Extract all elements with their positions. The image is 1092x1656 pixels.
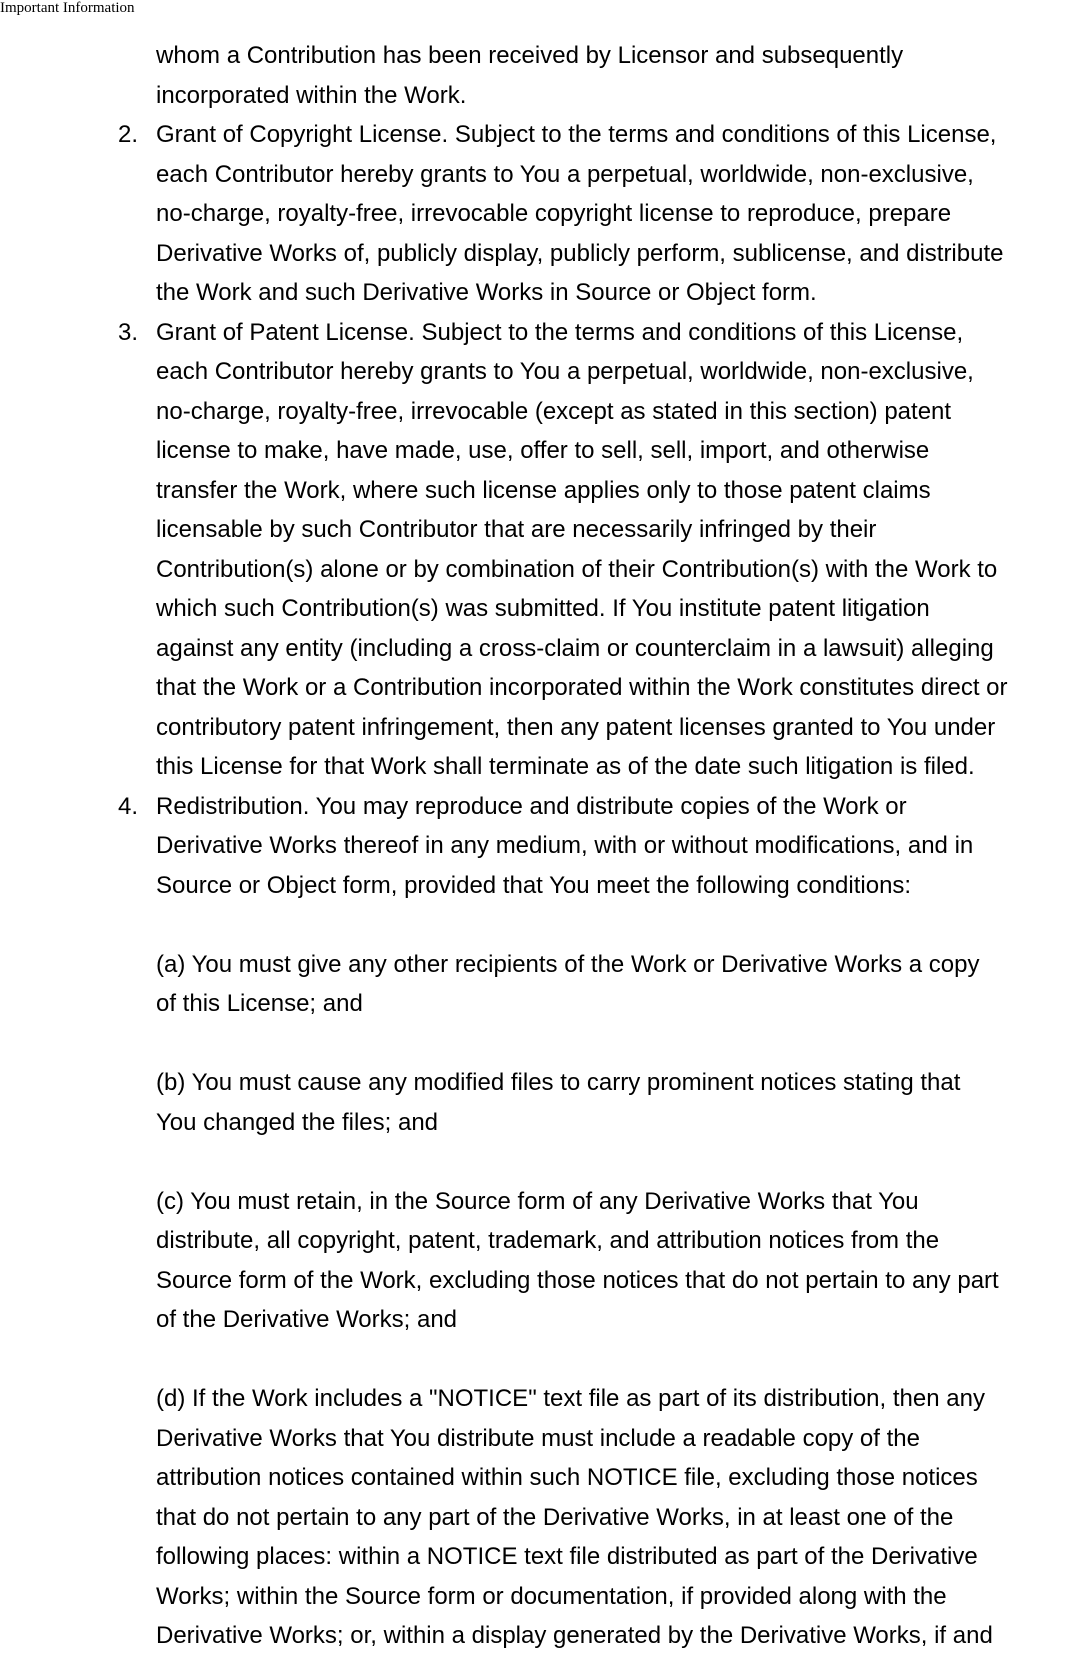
list-item-number: 4.: [118, 792, 139, 820]
list-item-patent-license: [118, 313, 1092, 787]
paragraph-spacer: [156, 1142, 1092, 1182]
text-line: incorporated within the Work.: [156, 81, 467, 109]
text-line: against any entity (including a cross-claim or counterclaim in a lawsuit) alleging: [156, 634, 994, 662]
text-line: Contribution(s) alone or by combination of their Contribution(s) with the Work to: [156, 555, 998, 583]
text-line: Redistribution. You may reproduce and distribute copies of the Work or: [156, 792, 907, 820]
text-line: Derivative Works thereof in any medium, with or without modifications, and in: [156, 832, 974, 859]
text-line: of this License; and: [156, 990, 363, 1017]
text-line: each Contributor hereby grants to You a perpetual, worldwide, non-exclusive,: [156, 358, 974, 385]
text-line: whom a Contribution has been received by Licensor and subsequently: [156, 42, 904, 69]
text-line: Grant of Copyright License. Subject to the terms and conditions of this License,: [156, 121, 997, 148]
text-line: following places: within a NOTICE text file distributed as part of the Derivative: [156, 1543, 978, 1570]
text-line: distribute, all copyright, patent, trademark, and attribution notices from the: [156, 1227, 940, 1254]
text-line: Derivative Works; or, within a display generated by the Derivative Works, if and: [156, 1622, 993, 1649]
list-item-redistribution: [118, 787, 1092, 1656]
list-item-copyright-license: [118, 115, 1092, 313]
condition-a: [156, 945, 1092, 1024]
paragraph-spacer: [156, 1024, 1092, 1064]
text-line: (a) You must give any other recipients of the Work or Derivative Works a copy: [156, 950, 980, 978]
list-item-number: 2.: [118, 121, 139, 148]
page-header-title: Important Information: [0, 0, 135, 16]
text-line: the Work and such Derivative Works in Source or Object form.: [156, 279, 817, 306]
text-line: this License for that Work shall terminate as of the date such litigation is filed.: [156, 753, 975, 780]
text-line: Derivative Works that You distribute must include a readable copy of the: [156, 1424, 920, 1452]
text-line: Derivative Works of, publicly display, publicly perform, sublicense, and distribute: [156, 239, 1004, 267]
list-item-number: 3.: [118, 318, 139, 346]
license-text: [118, 36, 1092, 1656]
text-line: Source or Object form, provided that You meet the following conditions:: [156, 871, 912, 899]
text-line: that the Work or a Contribution incorporated within the Work constitutes direct or: [156, 674, 1008, 701]
paragraph-spacer: [156, 1340, 1092, 1380]
text-line: licensable by such Contributor that are necessarily infringed by their: [156, 516, 877, 543]
text-line: attribution notices contained within such NOTICE file, excluding those notices: [156, 1464, 978, 1491]
continued-paragraph: [156, 36, 1092, 115]
text-line: transfer the Work, where such license applies only to those patent claims: [156, 476, 931, 504]
text-line: (c) You must retain, in the Source form of any Derivative Works that You: [156, 1187, 919, 1215]
condition-b: [156, 1063, 1092, 1142]
text-line: each Contributor hereby grants to You a perpetual, worldwide, non-exclusive,: [156, 160, 974, 188]
condition-c: [156, 1182, 1092, 1340]
text-line: which such Contribution(s) was submitted. If You institute patent litigation: [156, 595, 930, 622]
text-line: Grant of Patent License. Subject to the terms and conditions of this License,: [156, 318, 964, 346]
text-line: (d) If the Work includes a "NOTICE" text file as part of its distribution, then any: [156, 1385, 985, 1412]
text-line: Works; within the Source form or documentation, if provided along with the: [156, 1582, 947, 1610]
text-line: (b) You must cause any modified files to carry prominent notices stating that: [156, 1069, 961, 1096]
text-line: that do not pertain to any part of the Derivative Works, in at least one of the: [156, 1503, 954, 1531]
text-line: no-charge, royalty-free, irrevocable copyright license to reproduce, prepare: [156, 200, 952, 227]
text-line: Source form of the Work, excluding those notices that do not pertain to any part: [156, 1266, 999, 1294]
text-line: no-charge, royalty-free, irrevocable (except as stated in this section) patent: [156, 397, 952, 425]
text-line: contributory patent infringement, then any patent licenses granted to You under: [156, 713, 996, 741]
text-line: license to make, have made, use, offer to sell, sell, import, and otherwise: [156, 437, 930, 464]
text-line: of the Derivative Works; and: [156, 1306, 458, 1333]
condition-d: [156, 1379, 1092, 1656]
text-line: You changed the files; and: [156, 1108, 439, 1136]
paragraph-spacer: [156, 905, 1092, 945]
